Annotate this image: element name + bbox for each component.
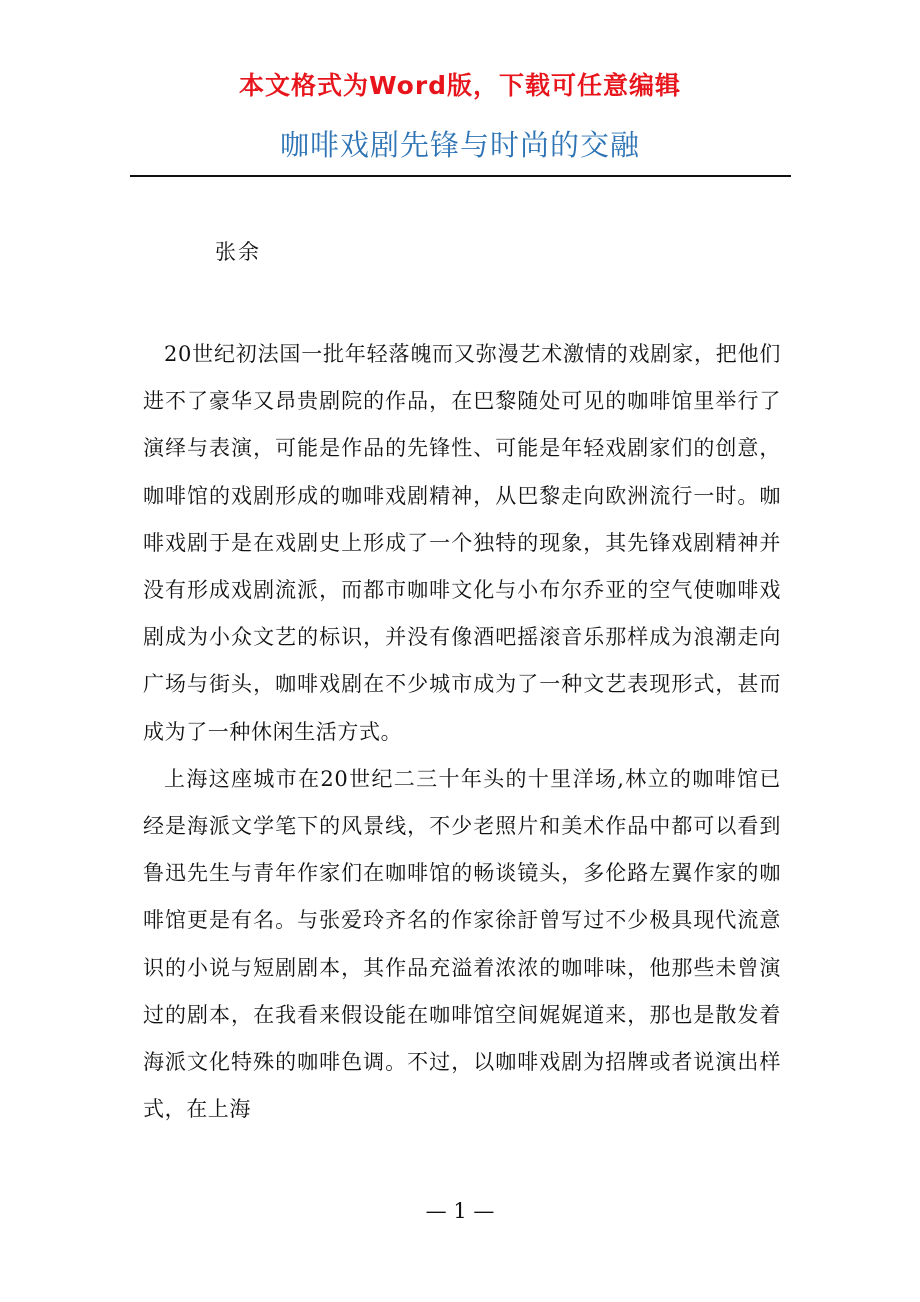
paragraph: 上海这座城市在20世纪二三十年头的十里洋场,林立的咖啡馆已经是海派文学笔下的风景线，不少老照片和美术作品中都可以看到鲁迅先生与青年作家们在咖啡馆的畅谈镜头，多伦路左翼作家的咖啡馆更是有名。与张爱玲齐名的作家徐訏曾写过不少极具现代流意识的小说与短剧剧本，其作品充溢着浓浓的咖啡味，他那些未曾演过的剧本，在我看来假设能在咖啡馆空间娓娓道来，那也是散发着海派文化特殊的咖啡色调。不过，以咖啡戏剧为招牌或者说演出样式，在上海	[143, 766, 781, 1122]
document-title: 咖啡戏剧先锋与时尚的交融	[279, 128, 640, 162]
word-format-banner: 本文格式为Word版，下载可任意编辑	[238, 71, 682, 100]
author-name: 张余	[215, 240, 261, 264]
page-number: — 1 —	[425, 1199, 495, 1223]
article-body	[143, 331, 781, 1133]
paragraph: 20世纪初法国一批年轻落魄而又弥漫艺术激情的戏剧家，把他们进不了豪华又昂贵剧院的作品，在巴黎随处可见的咖啡馆里举行了演绎与表演，可能是作品的先锋性、可能是年轻戏剧家们的创意，咖啡馆的戏剧形成的咖啡戏剧精神，从巴黎走向欧洲流行一时。咖啡戏剧于是在戏剧史上形成了一个独特的现象，其先锋戏剧精神并没有形成戏剧流派，而都市咖啡文化与小布尔乔亚的空气使咖啡戏剧成为小众文艺的标识，并没有像酒吧摇滚音乐那样成为浪潮走向广场与街头，咖啡戏剧在不少城市成为了一种文艺表现形式，甚而成为了一种休闲生活方式。	[143, 342, 781, 744]
title-divider	[130, 175, 791, 177]
